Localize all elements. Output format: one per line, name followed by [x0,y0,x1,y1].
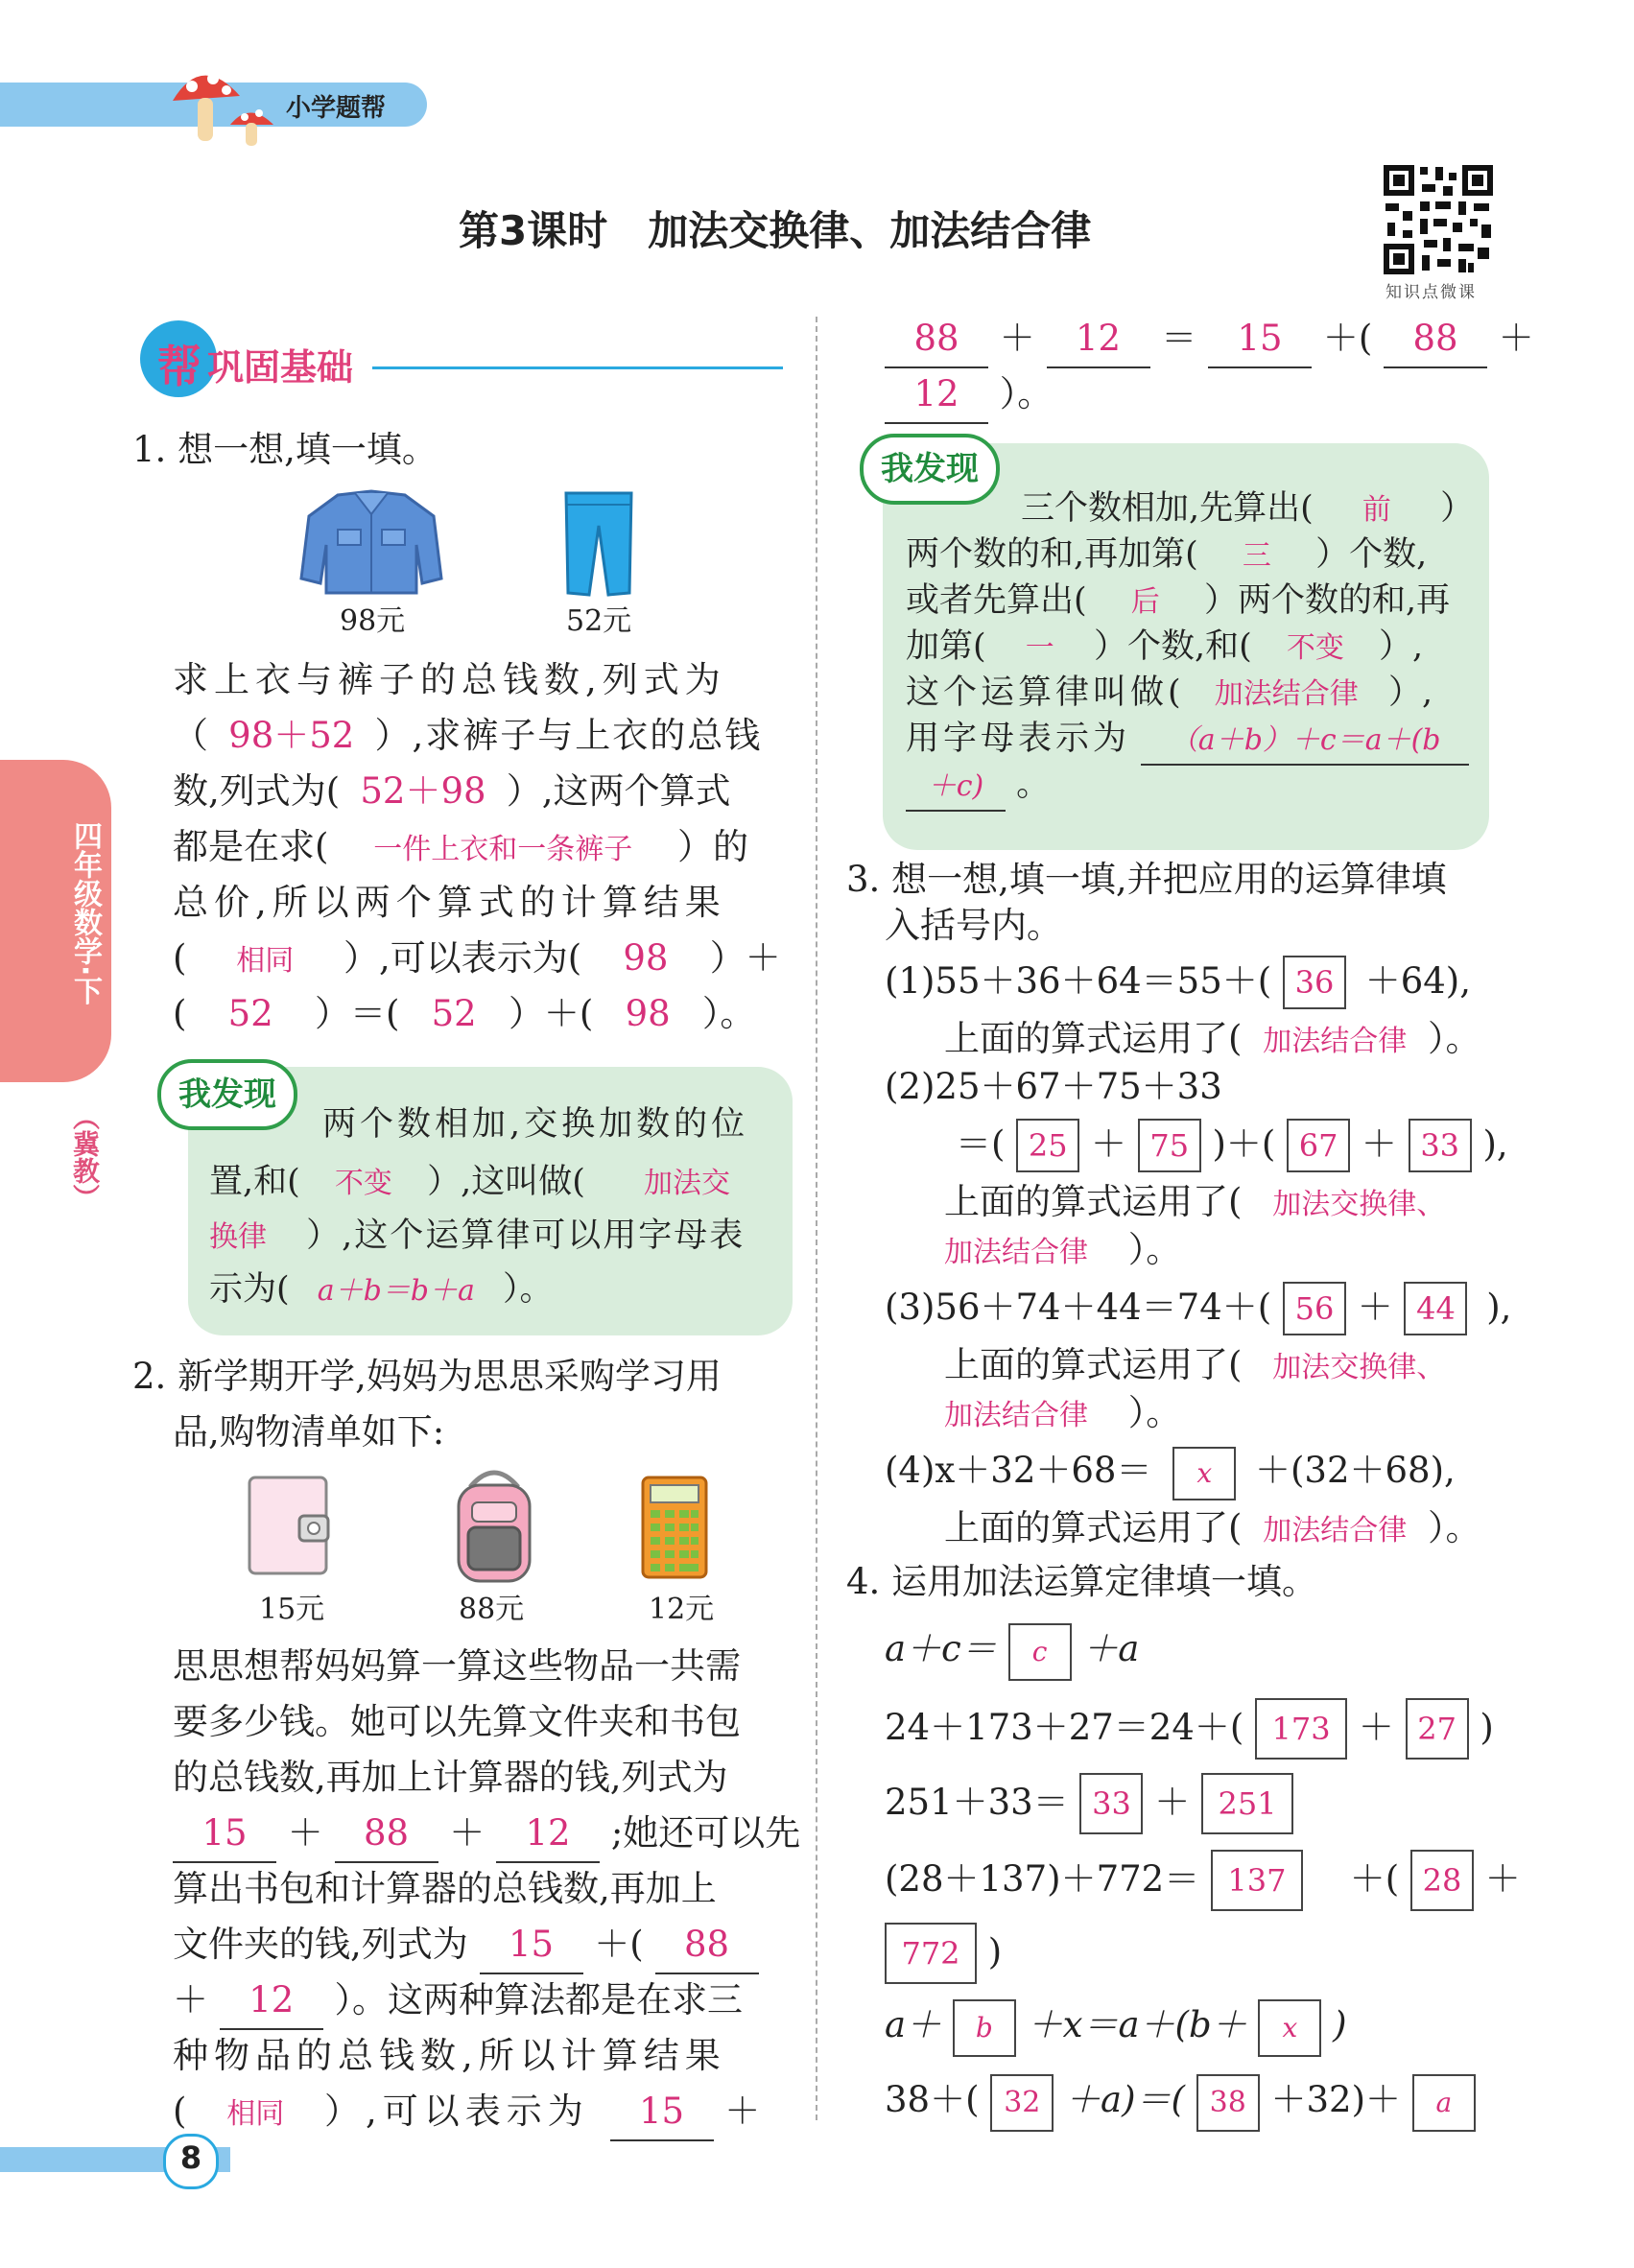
blank[interactable]: 88 [655,1917,759,1974]
d1-row [209,1213,745,1261]
q4-row-3 [885,1773,1293,1834]
answer[interactable]: 加法交 [643,1167,730,1200]
q1-row [173,708,762,764]
answer[interactable]: 前 [1362,493,1391,527]
text: ） [1440,489,1475,528]
answer-box[interactable]: 772 [885,1923,977,1984]
text: 置,和( [209,1163,300,1201]
calculator-icon [641,1476,710,1581]
q2-line: 种物品的总钱数,所以计算结果 [173,2035,726,2076]
d2-row [906,762,1050,812]
answer[interactable]: 加法结合律 [1214,677,1359,711]
q1-row [173,819,748,878]
q1-title: 1. 想一想,填一填。 [132,429,438,470]
plus: ＋( [1322,318,1385,359]
q3-3-row [885,1280,1511,1335]
text: 用字母表示为 [906,720,1131,758]
blank[interactable]: 88 [1384,311,1487,368]
answer-box[interactable]: 27 [1406,1698,1469,1760]
answer[interactable]: 98 [625,993,671,1034]
text: ）,这个运算律可以用字母表 [306,1217,746,1255]
text: (4)x＋32＋68＝ [885,1450,1152,1491]
q3-title-2: 入括号内。 [885,905,1062,946]
text: a＋ [885,2004,953,2045]
plus: ＋( [594,1924,655,1965]
text: ）。 [1427,1507,1481,1548]
answer-box[interactable]: 56 [1283,1282,1346,1335]
continuation-row [885,366,1053,424]
q2-row [173,1917,759,1974]
folder-icon [246,1474,332,1579]
blank[interactable]: 15 [480,1917,583,1974]
answer-box[interactable]: 28 [1410,1850,1474,1911]
text: ), [1482,1123,1508,1165]
answer[interactable]: 不变 [334,1167,392,1200]
page-title: 第3课时 加法交换律、加法结合律 [459,207,1092,254]
text: )＋( [1212,1123,1288,1165]
pants-price: 52元 [566,604,632,638]
blank[interactable]: （a＋b）＋c＝a＋(b [1141,717,1469,766]
text: ）＝( [314,993,400,1034]
answer[interactable]: 加法结合律 [944,1236,1088,1269]
text: ）。 [999,373,1054,414]
d1-line: 两个数相加,交换加数的位 [322,1105,749,1144]
q3-2-row: (2)25＋67＋75＋33 [885,1066,1222,1107]
text: ）,可以表示为 [323,2091,589,2132]
text: ）,求裤子与上衣的总钱 [374,715,763,756]
plus: ＋ [449,1812,497,1854]
q1-line: 求上衣与裤子的总钱数,列式为 [173,659,726,700]
text: ）。 [701,993,756,1034]
brand-label: 小学题帮 [286,94,387,123]
q4-title: 4. 运用加法运算定律填一填。 [846,1561,1318,1602]
text: ）两个数的和,再 [1203,581,1451,620]
text: 上面的算式运用了( [944,1181,1243,1222]
text: ）, [1387,673,1433,712]
answer-box[interactable]: 75 [1138,1119,1201,1172]
blank[interactable]: 15 [610,2084,714,2141]
text: ;她还可以先 [610,1812,801,1854]
d2-row [1021,485,1474,533]
answer-box[interactable]: c [1008,1623,1072,1681]
jacket-icon [299,487,443,598]
q1-row [173,764,731,819]
answer[interactable]: 一件上衣和一条裤子 [373,833,633,866]
answer-box[interactable]: 67 [1287,1119,1350,1172]
jacket-price: 98元 [340,604,406,638]
text: 都是在求( [173,826,329,867]
plus: ＋ [724,2091,761,2132]
answer[interactable]: 后 [1130,585,1160,619]
text: ）的 [676,826,748,867]
text: 上面的算式运用了( [944,1344,1243,1385]
q2-line: 要多少钱。她可以先算文件夹和书包 [173,1701,741,1742]
d2-row [906,532,1427,579]
text: ＋a [1082,1628,1140,1669]
text: ）,可以表示为( [343,937,582,979]
answer[interactable]: 52 [431,993,477,1034]
answer-box[interactable]: a [1412,2074,1476,2132]
discover-label-2: 我发现 [860,434,1000,505]
text: ＋32)＋ [1270,2079,1412,2120]
blank[interactable]: 12 [885,366,988,424]
q2-row [173,2084,760,2142]
q4-row-7 [885,2072,1476,2132]
text: ( [173,2091,187,2132]
text: 三个数相加,先算出( [1021,489,1314,528]
q1-line: 总价,所以两个算式的计算结果 [173,882,726,923]
text: ）个数, [1315,535,1428,574]
answer-box[interactable]: x [1172,1447,1236,1500]
answer[interactable]: 相同 [236,944,295,978]
q3-2-boxes [956,1117,1508,1172]
text: ）, [1379,627,1424,666]
answer-box[interactable]: x [1258,1999,1321,2057]
text: ）,这叫做( [427,1163,585,1201]
text: (3)56＋74＋44＝74＋( [885,1287,1272,1328]
text: ）。这两种算法都是在求三 [334,1979,744,2020]
bag-price: 88元 [459,1593,525,1626]
d1-row [209,1266,553,1314]
plus: ＋ [1154,1782,1201,1823]
text: ＝( [956,1123,1017,1165]
text: 示为( [209,1270,290,1309]
qr-code-icon[interactable] [1382,163,1495,276]
text: 这个运算律叫做( [906,673,1185,712]
plus: ＋ [1484,1858,1521,1900]
answer-box[interactable]: 32 [990,2074,1054,2132]
plus: ＋ [999,318,1047,359]
text: ( [173,993,187,1034]
q4-row-4 [885,1850,1521,1911]
text: ）＋ [709,937,781,979]
q4-row-1 [885,1621,1139,1681]
plus: ＋ [1090,1123,1138,1165]
answer[interactable]: a＋b＝b＋a [317,1274,475,1308]
q3-4-row [885,1443,1456,1500]
text: (28＋137)＋772＝ [885,1858,1211,1900]
continuation-row [885,311,1534,368]
text: ＋x＝a＋(b＋ [1027,2004,1259,2045]
side-tab-edition: （冀教） [69,1103,101,1211]
text: ) [1480,1707,1494,1748]
q3-title: 3. 想一想,填一填,并把应用的运算律填 [846,859,1447,900]
q2-title: 2. 新学期开学,妈妈为思思采购学习用 [132,1356,722,1397]
q2-line: 的总钱数,再加上计算器的钱,列式为 [173,1757,728,1798]
answer[interactable]: 加法结合律 [1263,1514,1408,1547]
answer-box[interactable]: 44 [1404,1282,1467,1335]
text: ）,这两个算式 [506,770,731,812]
text: ＋64), [1364,960,1471,1002]
text: ）。 [502,1270,554,1309]
text: ＋(32＋68), [1254,1450,1456,1491]
blank[interactable]: 88 [335,1806,438,1863]
answer: 换律 [209,1220,267,1254]
text: ＋( [1314,1858,1410,1900]
d2-row [906,578,1450,626]
text: ）。 [1427,1018,1481,1059]
backpack-icon [441,1468,547,1588]
plus: ＋ [1361,1123,1409,1165]
text: （ [173,715,208,756]
text: ）＋( [508,993,594,1034]
q2-line: 算出书包和计算器的总钱数,再加上 [173,1868,717,1909]
d2-row [906,716,1469,766]
text: 上面的算式运用了( [944,1018,1243,1059]
answer-box[interactable]: 137 [1211,1850,1303,1911]
plus: ＋ [1358,1707,1406,1748]
folder-price: 15元 [259,1593,325,1626]
text: ( [173,937,187,979]
q1-row [173,931,781,989]
text: 数,列式为( [173,770,341,812]
text: ), [1486,1287,1512,1328]
text: ＋a)＝( [1065,2079,1196,2120]
text: (1)55＋36＋64＝55＋( [885,960,1272,1002]
blank[interactable]: 88 [885,311,988,368]
answer[interactable]: 98＋52 [228,715,355,756]
page-number: 8 [179,2139,202,2176]
equals: ＝ [1161,318,1209,359]
pants-icon [560,487,637,602]
q4-row-6 [885,1997,1347,2057]
text: 38＋( [885,2079,991,2120]
answer-box[interactable]: 33 [1079,1773,1143,1834]
q2-line: 思思想帮妈妈算一算这些物品一共需 [173,1645,741,1687]
q2-row [173,1973,743,2030]
section-badge: 帮 [157,341,201,392]
text: 两个数的和,再加第( [906,535,1198,574]
q3-1-row [885,954,1471,1009]
column-divider [816,317,817,2120]
text: ) [987,1931,1003,1973]
text: 251＋33＝ [885,1782,1080,1823]
q2-row [173,1806,800,1863]
plus: ＋ [287,1812,335,1854]
qr-caption: 知识点微课 [1385,283,1477,302]
answer-box[interactable]: 33 [1409,1119,1472,1172]
d2-row [906,624,1423,672]
answer[interactable]: 98 [623,937,669,979]
blank[interactable]: 15 [173,1806,276,1863]
section-title: 巩固基础 [207,346,354,389]
answer[interactable]: 52＋98 [360,770,486,812]
q4-row-5 [885,1923,1002,1984]
answer[interactable]: 加法结合律 [1263,1025,1408,1058]
answer[interactable]: 三 [1242,539,1271,573]
q2-title-2: 品,购物清单如下: [173,1411,445,1453]
answer[interactable]: 一 [1025,631,1054,665]
mushroom-icon [163,58,278,149]
blank[interactable]: ＋c) [906,763,1006,812]
q1-row [173,986,755,1042]
text: ）个数,和( [1093,627,1252,666]
text: ) [1333,2004,1347,2045]
text: ）。 [1127,1392,1182,1433]
section-divider [372,366,783,369]
answer[interactable]: 加法交换律、 [1272,1351,1446,1384]
text: 。 [1016,766,1051,804]
discover-label-1: 我发现 [157,1059,297,1130]
answer[interactable]: 加法交换律、 [1272,1188,1446,1221]
answer[interactable]: 不变 [1286,631,1344,665]
q3-4-law [944,1500,1480,1559]
blank[interactable]: 12 [220,1973,323,2030]
text: 文件夹的钱,列式为 [173,1924,468,1965]
q3-3-law-2 [944,1385,1181,1444]
answer[interactable]: 52 [227,993,273,1034]
side-tab-grade: 四年级数学·下 [68,821,102,1005]
blank[interactable]: 15 [1208,311,1312,368]
blank[interactable]: 12 [496,1806,600,1863]
d2-row [906,670,1433,718]
calc-price: 12元 [649,1593,715,1626]
answer[interactable]: 相同 [226,2097,285,2131]
answer-box[interactable]: b [953,1999,1016,2057]
answer-box[interactable]: 25 [1016,1119,1079,1172]
text: 或者先算出( [906,581,1087,620]
plus: ＋ [173,1979,220,2020]
plus: ＋ [1357,1287,1405,1328]
answer-box[interactable]: 36 [1283,956,1346,1009]
q4-row-2 [885,1698,1494,1760]
answer-box[interactable]: 38 [1196,2074,1260,2132]
q3-2-law-2 [944,1222,1181,1281]
text: 上面的算式运用了( [944,1507,1243,1548]
text: 24＋173＋27＝24＋( [885,1707,1256,1748]
blank[interactable]: 12 [1047,311,1150,368]
answer-box[interactable]: 251 [1201,1773,1293,1834]
answer-box[interactable]: 173 [1255,1698,1347,1760]
text: a＋c＝ [885,1628,1008,1669]
plus: ＋ [1498,318,1534,359]
text: 加第( [906,627,986,666]
answer[interactable]: 加法结合律 [944,1399,1088,1432]
d1-row [209,1159,730,1207]
text: ）。 [1127,1229,1182,1270]
